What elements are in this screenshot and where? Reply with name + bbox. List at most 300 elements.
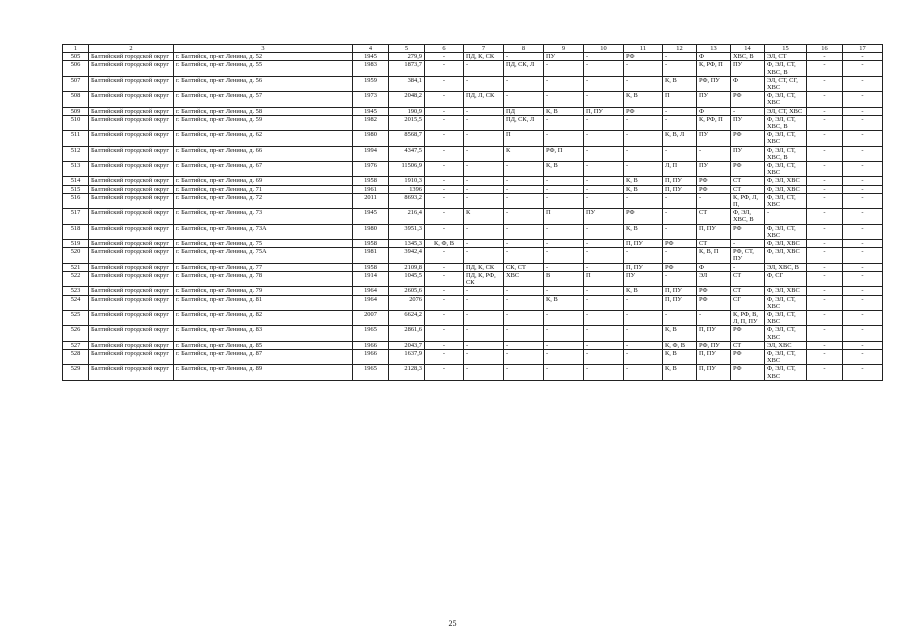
table-cell: РФ, П bbox=[544, 146, 584, 161]
column-number-cell: 8 bbox=[504, 45, 544, 53]
table-cell: - bbox=[843, 224, 883, 239]
table-cell: 1910,3 bbox=[389, 177, 425, 185]
table-cell: П, ПУ bbox=[624, 240, 663, 248]
table-cell: - bbox=[843, 53, 883, 61]
table-cell: Ф, ЭЛ, СТ, ХВС bbox=[765, 131, 807, 146]
table-row bbox=[63, 53, 883, 61]
table-cell: - bbox=[544, 115, 584, 130]
table-cell: - bbox=[807, 365, 843, 380]
table-cell: К, В bbox=[544, 107, 584, 115]
table-cell: - bbox=[504, 326, 544, 341]
table-cell: СТ bbox=[731, 185, 765, 193]
table-cell: РФ bbox=[731, 349, 765, 364]
table-cell: - bbox=[624, 341, 663, 349]
table-cell: Балтийский городской округ bbox=[89, 177, 174, 185]
table-cell: Ф, ЭЛ, СТ, ХВС, В bbox=[765, 146, 807, 161]
table-cell: 1959 bbox=[353, 76, 389, 91]
table-cell: РФ, ПУ bbox=[697, 76, 731, 91]
table-cell: - bbox=[425, 177, 464, 185]
table-cell: - bbox=[544, 76, 584, 91]
table-cell: г. Балтийск, пр-кт Ленина, д. 58 bbox=[174, 107, 353, 115]
table-cell: - bbox=[584, 146, 624, 161]
table-cell: РФ bbox=[731, 365, 765, 380]
table-cell: - bbox=[624, 295, 663, 310]
table-cell: - bbox=[425, 53, 464, 61]
table-cell: Ф, ЭЛ, СТ, ХВС bbox=[765, 365, 807, 380]
table-cell: - bbox=[544, 341, 584, 349]
table-row bbox=[63, 61, 883, 76]
table-cell: П, ПУ bbox=[663, 185, 697, 193]
table-cell: 1966 bbox=[353, 341, 389, 349]
table-cell: 1958 bbox=[353, 263, 389, 271]
table-cell: 1973 bbox=[353, 92, 389, 107]
table-cell: - bbox=[425, 326, 464, 341]
table-cell: Ф, ЭЛ, ХВС bbox=[765, 177, 807, 185]
table-cell: Ф bbox=[731, 76, 765, 91]
table-cell: - bbox=[425, 341, 464, 349]
table-cell: - bbox=[464, 185, 504, 193]
table-cell: г. Балтийск, пр-кт Ленина, д. 72 bbox=[174, 193, 353, 208]
table-cell: ПУ bbox=[697, 92, 731, 107]
table-cell: 4347,5 bbox=[389, 146, 425, 161]
table-cell: 1396 bbox=[389, 185, 425, 193]
table-cell: 1045,5 bbox=[389, 271, 425, 286]
table-cell: Балтийский городской округ bbox=[89, 115, 174, 130]
table-cell: - bbox=[624, 326, 663, 341]
table-cell: ПД, СК, Л bbox=[504, 115, 544, 130]
table-cell: РФ bbox=[697, 295, 731, 310]
table-cell: Балтийский городской округ bbox=[89, 53, 174, 61]
table-cell: - bbox=[843, 193, 883, 208]
table-cell: К, В bbox=[624, 224, 663, 239]
table-cell: г. Балтийск, пр-кт Ленина, д. 71 bbox=[174, 185, 353, 193]
table-cell: 509 bbox=[63, 107, 89, 115]
table-cell: Ф, ЭЛ, СТ, ХВС bbox=[765, 162, 807, 177]
table-cell: 514 bbox=[63, 177, 89, 185]
table-cell: - bbox=[584, 92, 624, 107]
table-cell: - bbox=[584, 263, 624, 271]
table-cell: - bbox=[425, 185, 464, 193]
table-cell: - bbox=[425, 263, 464, 271]
table-cell: К, В, П bbox=[697, 248, 731, 263]
table-cell: ЭЛ, ХВС, В bbox=[765, 263, 807, 271]
table-cell: Балтийский городской округ bbox=[89, 76, 174, 91]
table-cell: г. Балтийск, пр-кт Ленина, д. 73 bbox=[174, 209, 353, 224]
table-cell: Л, П bbox=[663, 162, 697, 177]
table-cell: Балтийский городской округ bbox=[89, 193, 174, 208]
table-cell: 527 bbox=[63, 341, 89, 349]
table-cell: - bbox=[504, 224, 544, 239]
table-cell: - bbox=[425, 193, 464, 208]
table-cell: - bbox=[584, 349, 624, 364]
table-cell: - bbox=[807, 326, 843, 341]
table-cell: ПД bbox=[504, 107, 544, 115]
table-cell: РФ bbox=[731, 224, 765, 239]
table-cell: - bbox=[843, 115, 883, 130]
column-number-cell: 2 bbox=[89, 45, 174, 53]
table-cell: П, ПУ bbox=[624, 263, 663, 271]
table-cell: К bbox=[464, 209, 504, 224]
table-cell: Ф bbox=[697, 53, 731, 61]
table-cell: 1637,9 bbox=[389, 349, 425, 364]
table-cell: Балтийский городской округ bbox=[89, 61, 174, 76]
table-cell: - bbox=[504, 209, 544, 224]
table-cell: - bbox=[807, 92, 843, 107]
column-number-row bbox=[63, 45, 883, 53]
table-cell: 1964 bbox=[353, 295, 389, 310]
table-cell: - bbox=[663, 271, 697, 286]
table-cell: г. Балтийск, пр-кт Ленина, д. 89 bbox=[174, 365, 353, 380]
column-number-cell: 3 bbox=[174, 45, 353, 53]
table-cell: г. Балтийск, пр-кт Ленина, д. 77 bbox=[174, 263, 353, 271]
table-cell: Ф, ЭЛ, СТ, ХВС bbox=[765, 224, 807, 239]
table-cell: П, ПУ bbox=[663, 295, 697, 310]
table-cell: - bbox=[624, 310, 663, 325]
table-cell: - bbox=[425, 162, 464, 177]
table-row bbox=[63, 224, 883, 239]
column-number-cell: 4 bbox=[353, 45, 389, 53]
table-cell: - bbox=[765, 209, 807, 224]
table-cell: - bbox=[425, 310, 464, 325]
table-cell: - bbox=[807, 287, 843, 295]
table-cell: - bbox=[584, 115, 624, 130]
column-number-cell: 12 bbox=[663, 45, 697, 53]
table-cell: 508 bbox=[63, 92, 89, 107]
table-cell: - bbox=[843, 271, 883, 286]
table-cell: - bbox=[504, 193, 544, 208]
table-cell: г. Балтийск, пр-кт Ленина, д. 83 bbox=[174, 326, 353, 341]
table-cell: 520 bbox=[63, 248, 89, 263]
table-cell: - bbox=[544, 326, 584, 341]
table-cell: - bbox=[843, 61, 883, 76]
column-number-cell: 11 bbox=[624, 45, 663, 53]
table-cell: ПУ bbox=[697, 131, 731, 146]
table-cell: ПД, К, РФ, СК bbox=[464, 271, 504, 286]
table-cell: - bbox=[584, 295, 624, 310]
table-cell: 384,1 bbox=[389, 76, 425, 91]
table-cell: Ф, ЭЛ, СТ, ХВС bbox=[765, 349, 807, 364]
table-cell: - bbox=[807, 131, 843, 146]
table-cell: 190,9 bbox=[389, 107, 425, 115]
table-cell: - bbox=[663, 146, 697, 161]
table-cell: - bbox=[807, 76, 843, 91]
table-cell: Ф, ЭЛ, ХВС, В bbox=[731, 209, 765, 224]
table-cell: 1961 bbox=[353, 185, 389, 193]
table-cell: - bbox=[807, 107, 843, 115]
column-number-cell: 15 bbox=[765, 45, 807, 53]
table-row bbox=[63, 326, 883, 341]
table-cell: Балтийский городской округ bbox=[89, 240, 174, 248]
table-cell: - bbox=[464, 287, 504, 295]
table-cell: - bbox=[697, 146, 731, 161]
table-cell: - bbox=[843, 146, 883, 161]
table-row bbox=[63, 107, 883, 115]
table-cell: - bbox=[624, 193, 663, 208]
table-cell: ПД, СК, Л bbox=[504, 61, 544, 76]
table-cell: - bbox=[697, 193, 731, 208]
table-cell: Балтийский городской округ bbox=[89, 287, 174, 295]
table-cell: РФ bbox=[663, 263, 697, 271]
table-cell: - bbox=[624, 248, 663, 263]
table-cell: Ф, ЭЛ, ХВС bbox=[765, 185, 807, 193]
table-cell: - bbox=[843, 295, 883, 310]
table-cell: - bbox=[425, 365, 464, 380]
table-cell: ЭЛ, СТ, СГ, ХВС bbox=[765, 76, 807, 91]
table-cell: г. Балтийск, пр-кт Ленина, д. 69 bbox=[174, 177, 353, 185]
table-cell: - bbox=[544, 131, 584, 146]
table-cell: 2043,7 bbox=[389, 341, 425, 349]
table-row bbox=[63, 185, 883, 193]
table-cell: К, РФ, Л, П, bbox=[731, 193, 765, 208]
table-cell: П, ПУ bbox=[584, 107, 624, 115]
table-cell: - bbox=[464, 341, 504, 349]
table-cell: - bbox=[464, 240, 504, 248]
table-cell: - bbox=[584, 76, 624, 91]
table-cell: - bbox=[843, 349, 883, 364]
table-cell: г. Балтийск, пр-кт Ленина, д. 85 bbox=[174, 341, 353, 349]
table-cell: СТ bbox=[731, 177, 765, 185]
table-cell: П, ПУ bbox=[697, 365, 731, 380]
table-cell: 521 bbox=[63, 263, 89, 271]
table-cell: - bbox=[425, 61, 464, 76]
table-cell: К, В bbox=[624, 287, 663, 295]
table-cell: РФ bbox=[731, 162, 765, 177]
page-number: 25 bbox=[448, 619, 457, 628]
table-cell: - bbox=[624, 115, 663, 130]
table-cell: ЭЛ, СТ, ХВС bbox=[765, 107, 807, 115]
table-cell: - bbox=[807, 271, 843, 286]
table-cell: - bbox=[624, 76, 663, 91]
table-cell: - bbox=[807, 162, 843, 177]
table-cell: 8568,7 bbox=[389, 131, 425, 146]
table-cell: - bbox=[624, 365, 663, 380]
table-cell: Балтийский городской округ bbox=[89, 185, 174, 193]
table-cell: Ф bbox=[697, 107, 731, 115]
table-cell: П, ПУ bbox=[663, 287, 697, 295]
table-cell: 510 bbox=[63, 115, 89, 130]
table-cell: - bbox=[425, 271, 464, 286]
table-cell: - bbox=[464, 326, 504, 341]
table-cell: К, В bbox=[544, 295, 584, 310]
table-cell: - bbox=[843, 310, 883, 325]
table-cell: 2128,3 bbox=[389, 365, 425, 380]
table-row bbox=[63, 310, 883, 325]
table-cell: - bbox=[464, 146, 504, 161]
table-cell: - bbox=[584, 365, 624, 380]
table-cell: 523 bbox=[63, 287, 89, 295]
table-cell: - bbox=[425, 92, 464, 107]
table-cell: 3951,3 bbox=[389, 224, 425, 239]
table-cell: П, ПУ bbox=[697, 349, 731, 364]
table-cell: - bbox=[464, 310, 504, 325]
table-cell: 511 bbox=[63, 131, 89, 146]
table-cell: - bbox=[504, 177, 544, 185]
table-cell: П bbox=[584, 271, 624, 286]
table-cell: 512 bbox=[63, 146, 89, 161]
table-cell: - bbox=[584, 326, 624, 341]
table-cell: - bbox=[425, 248, 464, 263]
table-cell: - bbox=[843, 263, 883, 271]
housing-table bbox=[62, 44, 883, 381]
table-cell: - bbox=[425, 287, 464, 295]
table-cell: 3942,4 bbox=[389, 248, 425, 263]
table-cell: ХВС, В bbox=[731, 53, 765, 61]
table-cell: 1945 bbox=[353, 107, 389, 115]
table-cell: ПД, К, СК bbox=[464, 263, 504, 271]
table-cell: СТ bbox=[697, 240, 731, 248]
table-cell: - bbox=[807, 349, 843, 364]
table-cell: - bbox=[807, 310, 843, 325]
table-cell: Балтийский городской округ bbox=[89, 295, 174, 310]
table-cell: 505 bbox=[63, 53, 89, 61]
column-number-cell: 1 bbox=[63, 45, 89, 53]
table-cell: - bbox=[663, 224, 697, 239]
table-cell: - bbox=[504, 365, 544, 380]
table-cell: 2076 bbox=[389, 295, 425, 310]
table-cell: 506 bbox=[63, 61, 89, 76]
table-cell: В bbox=[544, 271, 584, 286]
table-cell: - bbox=[624, 61, 663, 76]
table-cell: СТ bbox=[697, 209, 731, 224]
table-cell: К, В bbox=[624, 185, 663, 193]
table-cell: г. Балтийск, пр-кт Ленина, д. 55 bbox=[174, 61, 353, 76]
table-cell: - bbox=[584, 53, 624, 61]
table-cell: - bbox=[544, 248, 584, 263]
table-cell: 11506,9 bbox=[389, 162, 425, 177]
table-cell: Ф, ЭЛ, СТ, ХВС, В bbox=[765, 61, 807, 76]
table-cell: - bbox=[464, 162, 504, 177]
table-cell: - bbox=[663, 248, 697, 263]
table-cell: - bbox=[584, 162, 624, 177]
table-row bbox=[63, 131, 883, 146]
table-cell: - bbox=[843, 287, 883, 295]
table-cell: Ф, ЭЛ, СТ, ХВС, В bbox=[765, 115, 807, 130]
table-cell: П bbox=[504, 131, 544, 146]
table-cell: - bbox=[843, 240, 883, 248]
table-cell: 517 bbox=[63, 209, 89, 224]
table-cell: - bbox=[464, 349, 504, 364]
table-cell: - bbox=[663, 53, 697, 61]
table-cell: - bbox=[843, 185, 883, 193]
table-cell: - bbox=[843, 162, 883, 177]
table-cell: 1994 bbox=[353, 146, 389, 161]
table-cell: Балтийский городской округ bbox=[89, 349, 174, 364]
column-number-cell: 9 bbox=[544, 45, 584, 53]
table-cell: Ф, ЭЛ, СТ, ХВС bbox=[765, 326, 807, 341]
table-cell: - bbox=[807, 209, 843, 224]
table-cell: К, В bbox=[624, 92, 663, 107]
table-cell: - bbox=[584, 310, 624, 325]
table-cell: 1914 bbox=[353, 271, 389, 286]
table-cell: - bbox=[663, 193, 697, 208]
table-cell: 2861,6 bbox=[389, 326, 425, 341]
table-cell: 513 bbox=[63, 162, 89, 177]
table-cell: - bbox=[544, 310, 584, 325]
table-cell: - bbox=[464, 115, 504, 130]
table-cell: ПУ bbox=[624, 271, 663, 286]
table-cell: К, В bbox=[624, 177, 663, 185]
table-cell: РФ bbox=[731, 326, 765, 341]
table-cell: 279,9 bbox=[389, 53, 425, 61]
table-cell: - bbox=[584, 185, 624, 193]
table-cell: - bbox=[731, 263, 765, 271]
table-cell: - bbox=[807, 146, 843, 161]
table-cell: РФ bbox=[624, 107, 663, 115]
table-cell: - bbox=[584, 248, 624, 263]
table-cell: 2605,6 bbox=[389, 287, 425, 295]
table-cell: 528 bbox=[63, 349, 89, 364]
table-cell: Ф, ЭЛ, ХВС bbox=[765, 287, 807, 295]
table-cell: г. Балтийск, пр-кт Ленина, д. 67 bbox=[174, 162, 353, 177]
table-row bbox=[63, 263, 883, 271]
table-cell: - bbox=[584, 341, 624, 349]
table-cell: К, В bbox=[663, 326, 697, 341]
table-cell: - bbox=[584, 240, 624, 248]
column-number-cell: 13 bbox=[697, 45, 731, 53]
table-cell: - bbox=[807, 341, 843, 349]
table-cell: - bbox=[504, 248, 544, 263]
table-cell: - bbox=[425, 76, 464, 91]
table-cell: - bbox=[464, 76, 504, 91]
table-cell: - bbox=[504, 185, 544, 193]
table-cell: 1976 bbox=[353, 162, 389, 177]
table-cell: К, В bbox=[663, 76, 697, 91]
table-cell: - bbox=[425, 115, 464, 130]
table-cell: - bbox=[663, 310, 697, 325]
table-cell: Балтийский городской округ bbox=[89, 341, 174, 349]
table-cell: - bbox=[504, 310, 544, 325]
table-cell: 525 bbox=[63, 310, 89, 325]
table-cell: Балтийский городской округ bbox=[89, 92, 174, 107]
table-cell: - bbox=[843, 92, 883, 107]
table-cell: - bbox=[464, 365, 504, 380]
table-cell: - bbox=[544, 349, 584, 364]
table-row bbox=[63, 248, 883, 263]
table-cell: Ф, ЭЛ, СТ, ХВС bbox=[765, 92, 807, 107]
table-cell: 524 bbox=[63, 295, 89, 310]
table-cell: - bbox=[807, 248, 843, 263]
table-cell: - bbox=[807, 263, 843, 271]
table-cell: Балтийский городской округ bbox=[89, 131, 174, 146]
table-cell: РФ bbox=[624, 209, 663, 224]
table-cell: г. Балтийск, пр-кт Ленина, д. 87 bbox=[174, 349, 353, 364]
table-cell: - bbox=[464, 177, 504, 185]
table-cell: РФ bbox=[697, 185, 731, 193]
table-cell: 522 bbox=[63, 271, 89, 286]
table-cell: Балтийский городской округ bbox=[89, 162, 174, 177]
table-cell: - bbox=[663, 61, 697, 76]
table-cell: г. Балтийск, пр-кт Ленина, д. 62 bbox=[174, 131, 353, 146]
table-row bbox=[63, 146, 883, 161]
table-cell: - bbox=[464, 295, 504, 310]
table-cell: - bbox=[464, 224, 504, 239]
table-cell: ПУ bbox=[544, 53, 584, 61]
table-cell: - bbox=[504, 295, 544, 310]
table-cell: 1958 bbox=[353, 240, 389, 248]
table-cell: 518 bbox=[63, 224, 89, 239]
column-number-cell: 10 bbox=[584, 45, 624, 53]
table-cell: К, В bbox=[663, 349, 697, 364]
table-cell: Ф bbox=[697, 263, 731, 271]
table-cell: 1964 bbox=[353, 287, 389, 295]
table-cell: - bbox=[504, 76, 544, 91]
table-cell: ПУ bbox=[731, 61, 765, 76]
table-cell: - bbox=[544, 287, 584, 295]
table-cell: Ф, СГ bbox=[765, 271, 807, 286]
table-cell: - bbox=[731, 107, 765, 115]
table-row bbox=[63, 287, 883, 295]
table-cell: ПД, Л, СК bbox=[464, 92, 504, 107]
